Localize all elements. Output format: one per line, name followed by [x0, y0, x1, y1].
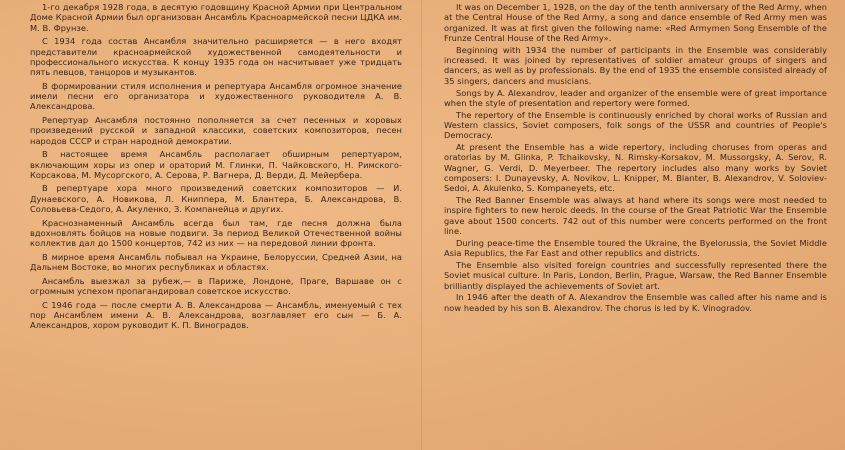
column-divider: [421, 0, 422, 450]
ru-paragraph-8: В мирное время Ансамбль побывал на Украине, Белоруссии, Средней Азии, на Дальнем Востоке, во многих республиках и областях.: [30, 251, 402, 273]
ru-paragraph-10: С 1946 года — после смерти А. В. Александрова — Ансамбль, именуемый с тех пор Ансамблем имени А. В. Александрова, возглавляет его сын — Б. А. Александров, хором руководит К. П. Виноградов.: [30, 299, 402, 331]
ru-paragraph-5: В настоящее время Ансамбль располагает обширным репертуаром, включающим хоры из опер и ораторий М. Глинки, П. Чайковского, Н. Римского-Корсакова, М. Мусоргского, А. Серова, Р. Вагнера, Д. Верди, Д. Мейербера.: [30, 149, 402, 180]
en-paragraph-8: The Ensemble also visited foreign countries and successfully represented there the Soviet musical culture. In Paris, London, Berlin, Prague, Warsaw, the Red Banner Ensemble brilliantly displayed the achievements of Soviet art.: [444, 259, 827, 291]
en-paragraph-7: During peace-time the Ensemble toured the Ukraine, the Byelorussia, the Soviet Middle Asia Republics, the Far East and other republics and districts.: [444, 237, 827, 259]
ru-paragraph-3: В формировании стиля исполнения и репертуара Ансамбля огромное значение имели песни его организатора и художественного руководителя А. В. Александрова.: [30, 80, 402, 112]
en-paragraph-4: The repertory of the Ensemble is continuously enriched by choral works of Russian and Western classics, Soviet composers, folk songs of the USSR and countries of People's Democracy.: [444, 109, 827, 141]
en-paragraph-3: Songs by A. Alexandrov, leader and organizer of the ensemble were of great importance when the style of presentation and repertory were formed.: [444, 87, 827, 108]
ru-paragraph-7: Краснознаменный Ансамбль всегда был там, где песня должна была вдохновлять бойцов на новые подвиги. За период Великой Отечественной войны коллектив дал до 1500 концертов, 742 из них — на передовой линии фронта.: [30, 217, 402, 249]
ru-paragraph-9: Ансамбль выезжал за рубеж,— в Париже, Лондоне, Праге, Варшаве он с огромным успехом пропагандировал советское искусство.: [30, 275, 402, 297]
english-text-column: [444, 2, 827, 314]
en-paragraph-2: Beginning with 1934 the number of participants in the Ensemble was considerably increased. It was joined by representatives of soldier amateur groups of singers and dancers, as well as by professionals. By the end of 1935 the ensemble consisted already of 35 singers, dancers and musicians.: [444, 44, 827, 86]
en-paragraph-1: It was on December 1, 1928, on the day of the tenth anniversary of the Red Army, when at the Central House of the Red Army, a song and dance ensemble of Red Army men was organized. It was at first given the following name: «Red Armymen Song Ensemble of the Frunze Central House of the Red Army».: [444, 2, 827, 44]
en-paragraph-6: The Red Banner Ensemble was always at hand where its songs were most needed to inspire fighters to new heroic deeds. In the course of the Great Patriotic War the Ensemble gave about 1500 concerts. 742 out of this number were concerts performed on the front line.: [444, 195, 827, 237]
ru-paragraph-2: С 1934 года состав Ансамбля значительно расширяется — в него входят представители красноармейской художественной самодеятельности и профессионального искусства. К концу 1935 года он насчитывает уже тридцать пять певцов, танцоров и музыкантов.: [30, 36, 402, 78]
russian-text-column: [30, 2, 402, 334]
ru-paragraph-4: Репертуар Ансамбля постоянно пополняется за счет песенных и хоровых произведений русской и западной классики, советских композиторов, песен народов СССР и стран народной демократии.: [30, 115, 402, 146]
ru-paragraph-6: В репертуаре хора много произведений советских композиторов — И. Дунаевского, А. Новикова, Л. Книппера, М. Блантера, Б. Александрова, В. Соловьева-Седого, А. Акуленко, З. Компанейца и других.: [30, 183, 402, 215]
ru-paragraph-1: 1-го декабря 1928 года, в десятую годовщину Красной Армии при Центральном Доме Красной Армии был организован Ансамбль Красноармейской песни ЦДКА им. М. В. Фрунзе.: [30, 2, 402, 33]
en-paragraph-5: At present the Ensemble has a wide repertory, including choruses from operas and oratorias by M. Glinka, P. Tchaikovsky, N. Rimsky-Korsakov, M. Mussorgsky, A. Serov, R. Wagner, G. Verdi, D. Meyerbeer. The repertory includes also many works by Soviet composers: I. Dunayevsky, A. Novikov, L. Knipper, M. Blanter, B. Alexandrov, V. Soloviev-Sedoi, A. Akulenko, S. Kompaneyets, etc.: [444, 142, 827, 194]
en-paragraph-9: In 1946 after the death of A. Alexandrov the Ensemble was called after his name and is now headed by his son B. Alexandrov. The chorus is led by K. Vinogradov.: [444, 292, 827, 313]
